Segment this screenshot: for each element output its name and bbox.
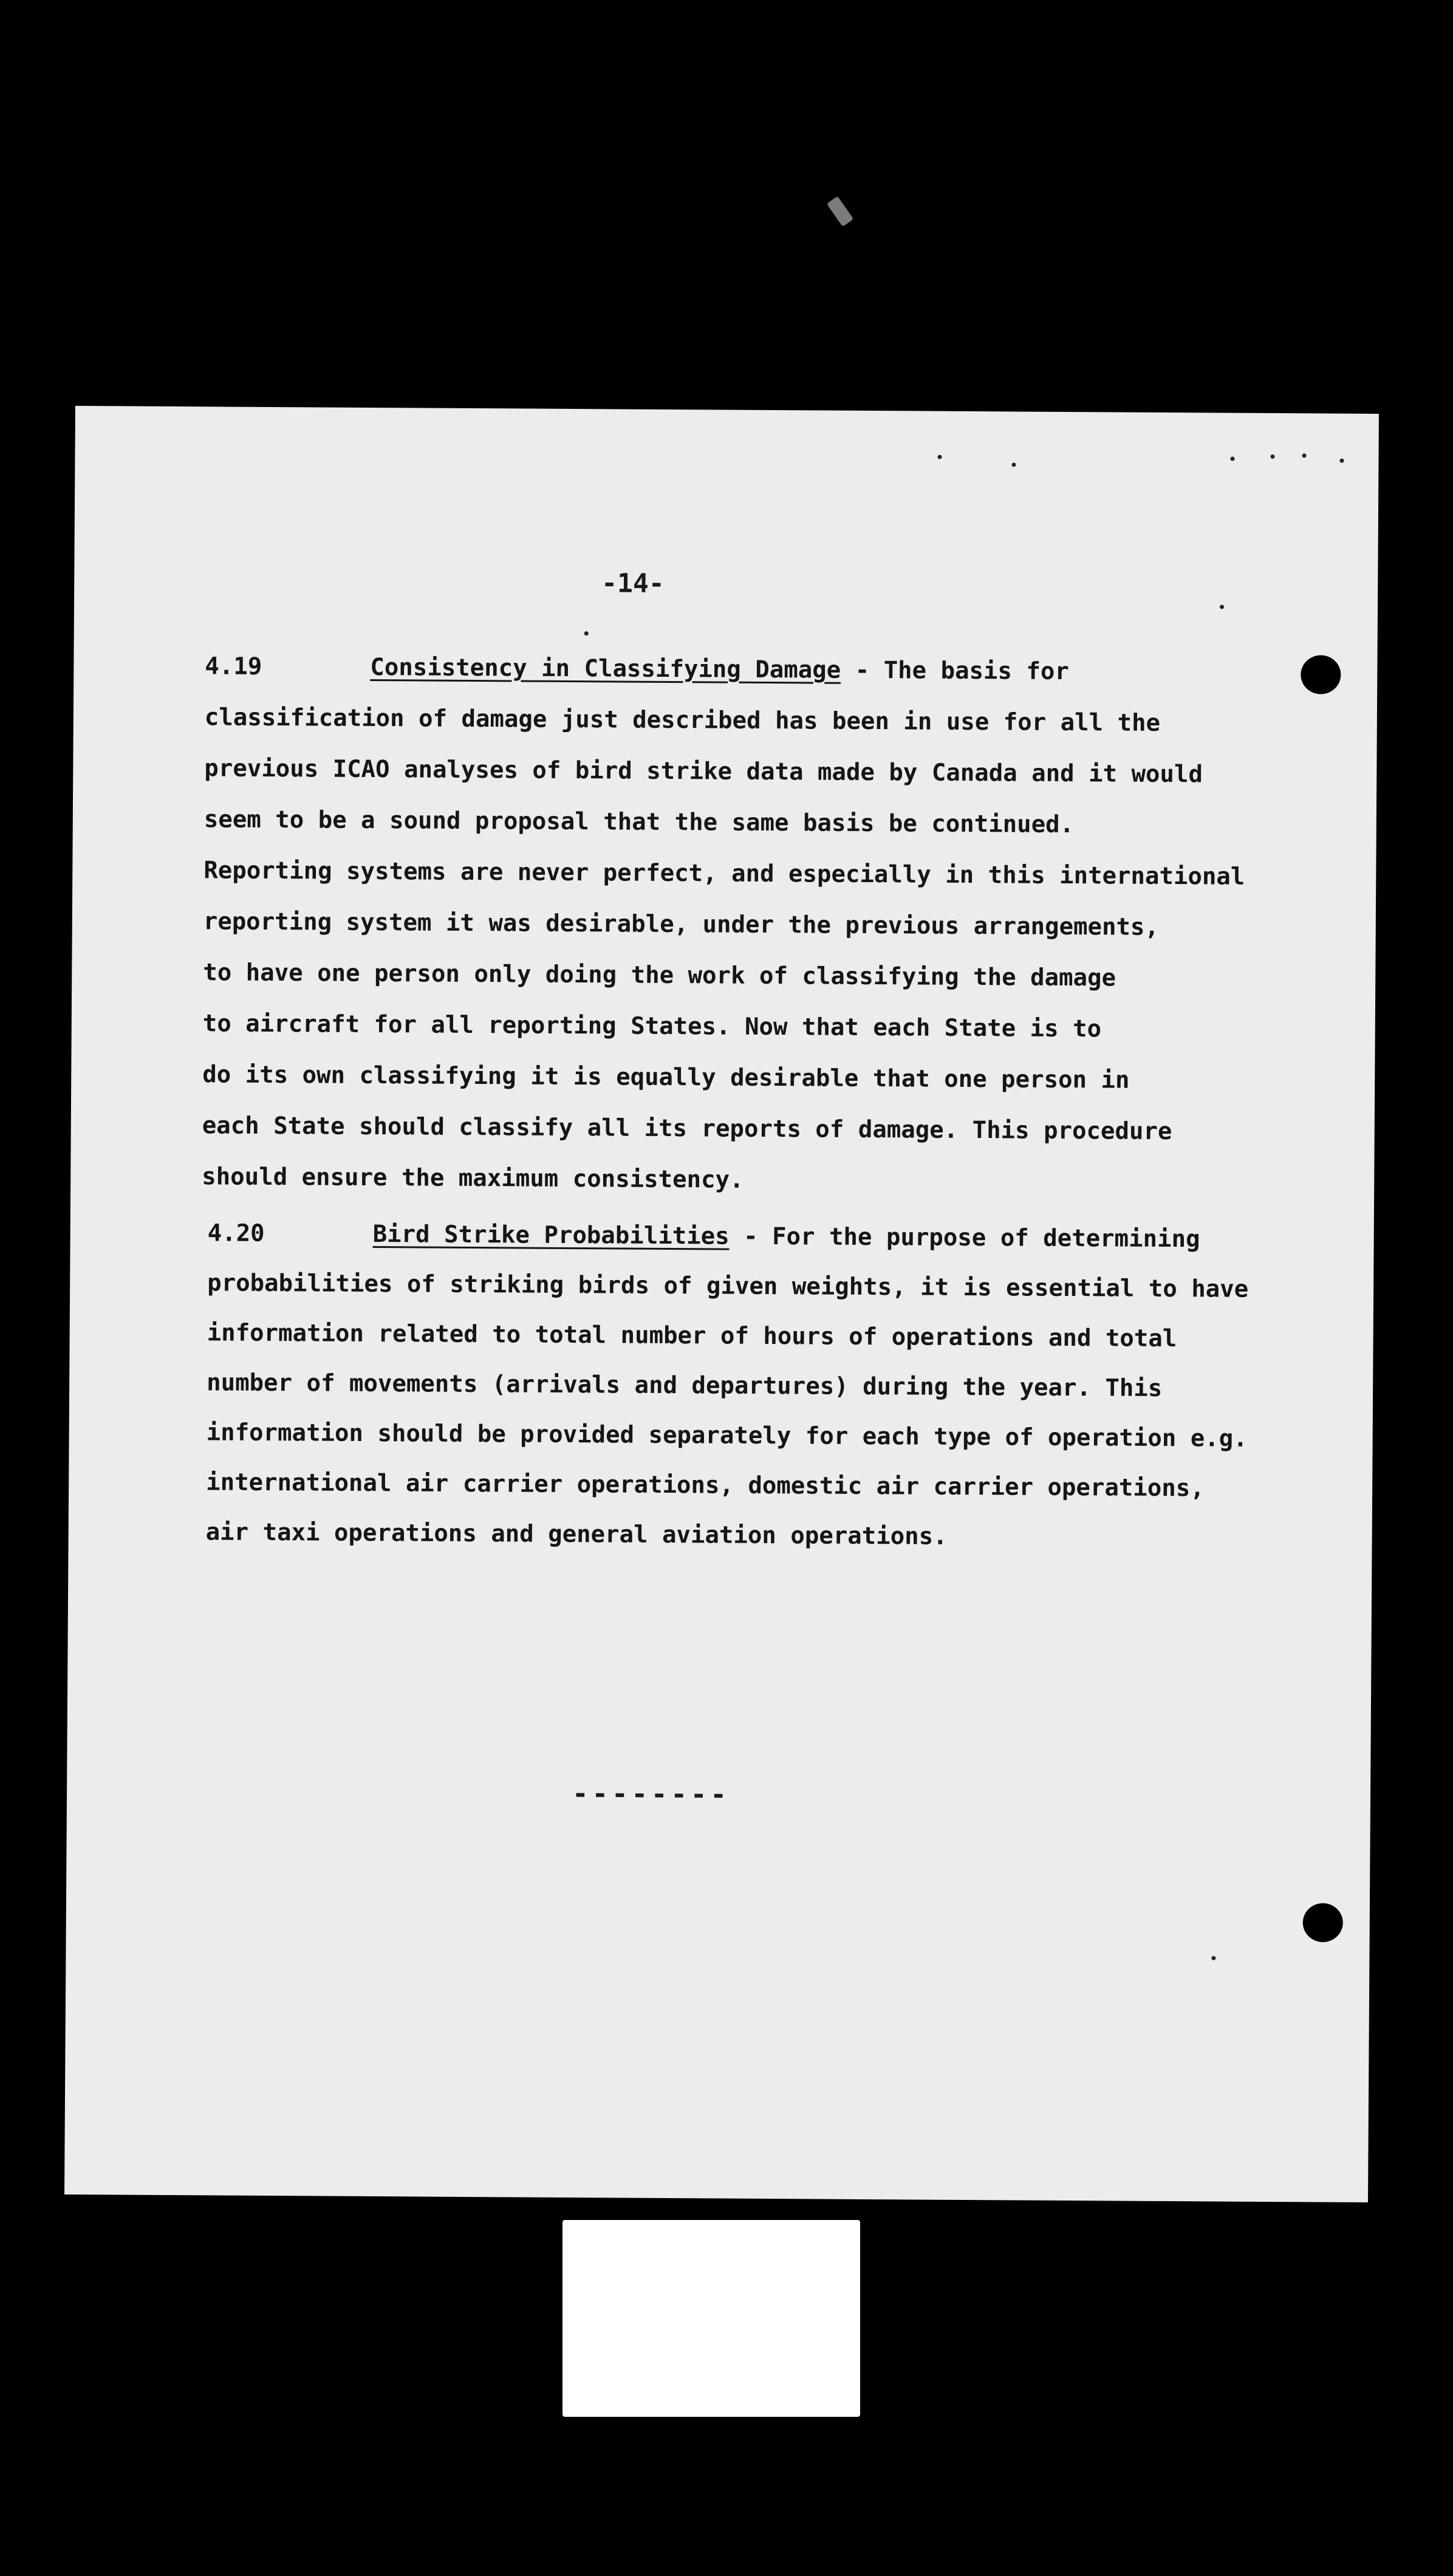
section-4-19: [202, 641, 1246, 1208]
ink-speck: [584, 631, 589, 635]
section-heading: Bird Strike Probabilities: [372, 1221, 730, 1250]
section-line: each State should classify all its reports of damage. This procedure: [202, 1112, 1172, 1146]
section-line: to aircraft for all reporting States. Now that each State is to: [202, 1010, 1102, 1043]
film-scratch: [827, 196, 853, 227]
document-page: [64, 406, 1379, 2202]
section-line: 4.19 Consistency in Classifying Damage - The basis for: [205, 641, 1246, 698]
ink-speck: [1302, 453, 1307, 457]
ink-speck: [1271, 454, 1275, 459]
end-of-text-mark: --------: [572, 1778, 731, 1810]
section-line: previous ICAO analyses of bird strike data made by Canada and it would: [204, 755, 1203, 789]
ink-speck: [1211, 1956, 1215, 1960]
section-number: 4.20: [207, 1219, 265, 1247]
section-line: Reporting systems are never perfect, and especially in this international: [203, 857, 1245, 891]
ink-speck: [1220, 605, 1224, 609]
section-line: reporting system it was desirable, under the previous arrangements,: [203, 908, 1160, 941]
section-line: 4.20 Bird Strike Probabilities - For the purpose of determining: [207, 1208, 1249, 1264]
section-line: probabilities of striking birds of given weights, it is essential to have: [207, 1269, 1249, 1303]
ink-speck: [937, 455, 942, 459]
section-heading: Consistency in Classifying Damage: [370, 653, 841, 684]
section-line: do its own classifying it is equally desirable that one person in: [202, 1061, 1130, 1094]
section-line: information related to total number of hours of operations and total: [207, 1319, 1177, 1353]
section-line: air taxi operations and general aviation operations.: [205, 1518, 948, 1550]
ink-speck: [1011, 462, 1016, 467]
section-line: should ensure the maximum consistency.: [202, 1163, 744, 1194]
section-4-20: [205, 1208, 1249, 1563]
section-number: 4.19: [205, 653, 262, 680]
section-line: classification of damage just described has been in use for all the: [204, 704, 1161, 737]
page-number: -14-: [601, 568, 665, 599]
section-line: to have one person only doing the work of classifying the damage: [203, 959, 1116, 992]
section-line: information should be provided separately for each type of operation e.g.: [206, 1419, 1248, 1453]
ink-speck: [1339, 459, 1344, 463]
section-line: international air carrier operations, domestic air carrier operations,: [206, 1468, 1205, 1502]
ink-speck: [1230, 457, 1234, 461]
blank-label-card: [562, 2220, 860, 2417]
section-line: number of movements (arrivals and departures) during the year. This: [207, 1369, 1163, 1402]
section-line: seem to be a sound proposal that the same basis be continued.: [203, 806, 1075, 839]
punch-hole-bottom: [1303, 1903, 1343, 1942]
punch-hole-top: [1301, 655, 1341, 694]
